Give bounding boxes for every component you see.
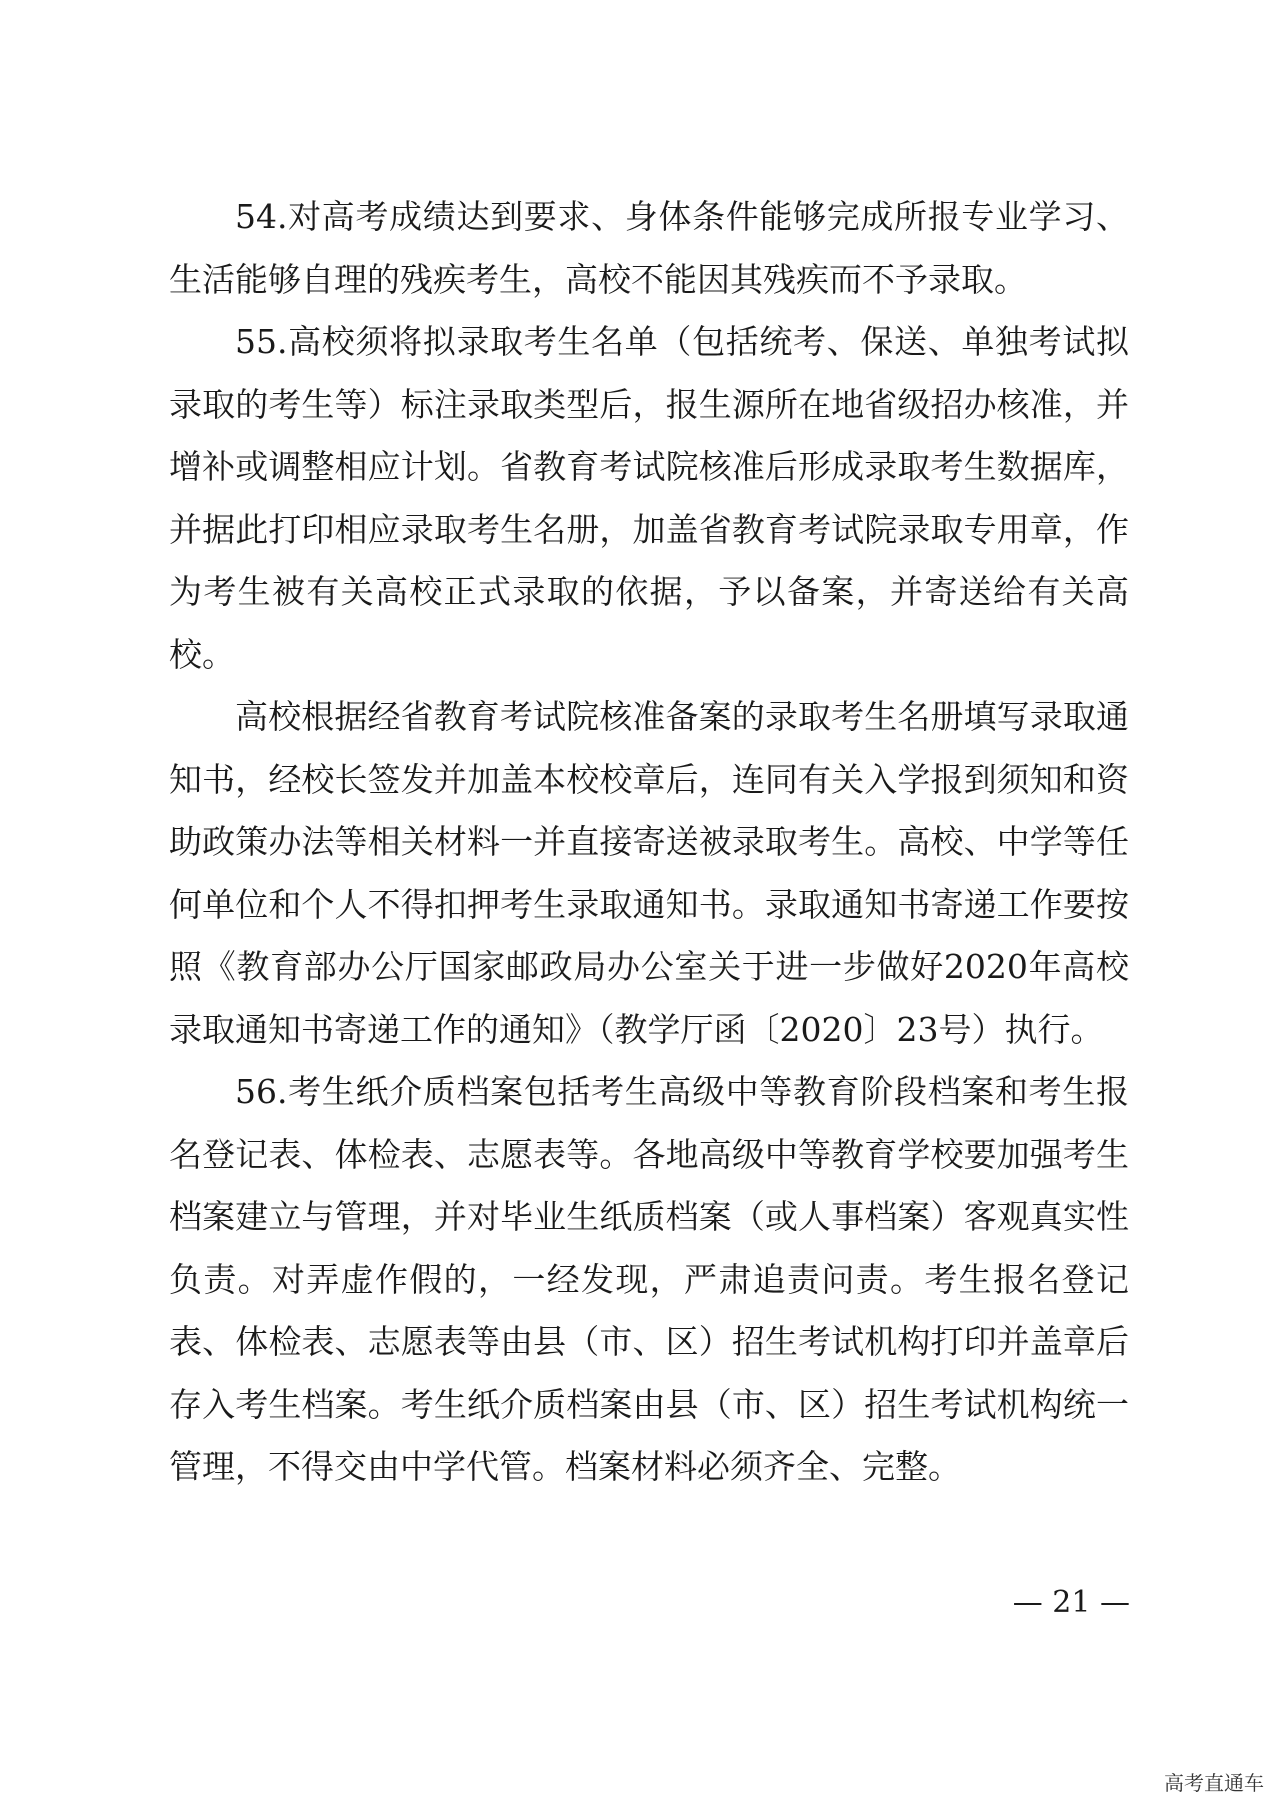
document-body — [169, 186, 1129, 1499]
paragraph-56: 56.考生纸介质档案包括考生高级中等教育阶段档案和考生报名登记表、体检表、志愿表等。各地高级中等教育学校要加强考生档案建立与管理，并对毕业生纸质档案（或人事档案）客观真实性负责。对弄虚作假的，一经发现，严肃追责问责。考生报名登记表、体检表、志愿表等由县（市、区）招生考试机构打印并盖章后存入考生档案。考生纸介质档案由县（市、区）招生考试机构统一管理，不得交由中学代管。档案材料必须齐全、完整。 — [169, 1072, 1129, 1486]
paragraph-55: 55.高校须将拟录取考生名单（包括统考、保送、单独考试拟录取的考生等）标注录取类型后，报生源所在地省级招办核准，并增补或调整相应计划。省教育考试院核准后形成录取考生数据库，并据此打印相应录取考生名册，加盖省教育考试院录取专用章，作为考生被有关高校正式录取的依据，予以备案，并寄送给有关高校。 — [169, 322, 1129, 674]
page-number: — 21 — — [1012, 1585, 1130, 1620]
paragraph-admission-notice: 高校根据经省教育考试院核准备案的录取考生名册填写录取通知书，经校长签发并加盖本校校章后，连同有关入学报到须知和资助政策办法等相关材料一并直接寄送被录取考生。高校、中学等任何单位和个人不得扣押考生录取通知书。录取通知书寄递工作要按照《教育部办公厅国家邮政局办公室关于进一步做好2020年高校录取通知书寄递工作的通知》（教学厅函〔2020〕23号）执行。 — [169, 697, 1129, 1049]
paragraph-54: 54.对高考成绩达到要求、身体条件能够完成所报专业学习、生活能够自理的残疾考生，高校不能因其残疾而不予录取。 — [169, 197, 1129, 299]
watermark: 高考直通车 — [1164, 1771, 1264, 1795]
